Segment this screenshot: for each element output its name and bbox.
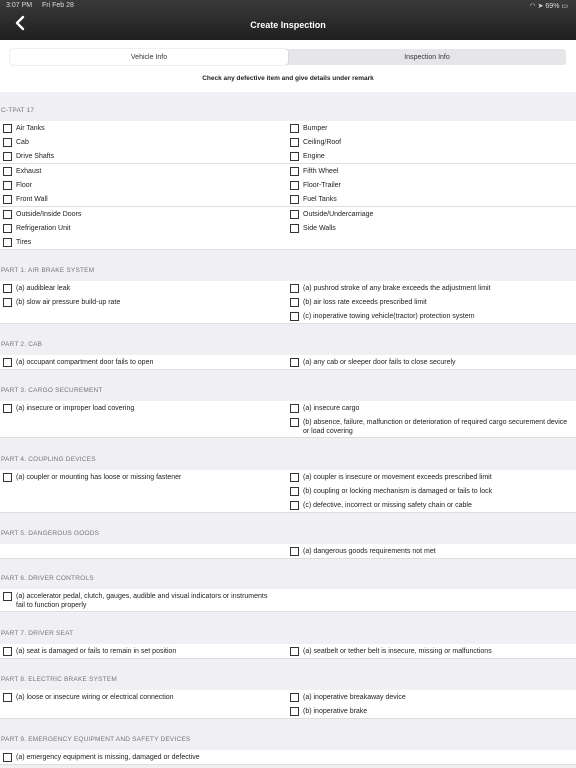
checkbox[interactable] [290, 124, 299, 133]
checkbox[interactable] [3, 124, 12, 133]
checkbox[interactable] [290, 152, 299, 161]
checkbox[interactable] [290, 358, 299, 367]
checkbox[interactable] [3, 224, 12, 233]
checkbox[interactable] [290, 473, 299, 482]
checklist-item[interactable] [3, 473, 273, 482]
checkbox[interactable] [290, 501, 299, 510]
checklist-item[interactable] [290, 547, 570, 556]
checklist-item-label: Bumper [303, 125, 328, 132]
checklist-item-label: Outside/Undercarriage [303, 211, 374, 218]
checklist-item[interactable] [290, 167, 570, 176]
checkbox[interactable] [290, 404, 299, 413]
location-icon: ➤ [537, 3, 544, 10]
checkbox[interactable] [3, 693, 12, 702]
checklist-row [0, 690, 576, 705]
checklist-item-label: Fifth Wheel [303, 168, 339, 175]
checklist-row [0, 644, 576, 659]
checklist-item[interactable] [3, 358, 273, 367]
checklist-item[interactable] [290, 707, 570, 716]
checklist-item[interactable] [3, 404, 273, 413]
checkbox[interactable] [3, 298, 12, 307]
checklist-item-label: Fuel Tanks [303, 196, 337, 203]
checklist-item-label: (a) loose or insecure wiring or electrical connection [16, 694, 174, 701]
checkbox[interactable] [290, 284, 299, 293]
status-bar [6, 2, 82, 9]
checklist-item-label: Front Wall [16, 196, 48, 203]
checklist-item[interactable] [290, 195, 570, 204]
checklist-item[interactable] [290, 138, 570, 147]
checklist-item[interactable] [3, 284, 273, 293]
checklist-item[interactable] [3, 152, 273, 161]
checklist-item-label: (a) accelerator pedal, clutch, gauges, audible and visual indicators or instruments fail to function properly [16, 593, 268, 609]
checklist-item[interactable] [3, 167, 273, 176]
checkbox[interactable] [290, 707, 299, 716]
checklist-item-label: (b) coupling or locking mechanism is damaged or fails to lock [303, 488, 493, 495]
checklist-item[interactable] [3, 592, 273, 610]
checklist-row [0, 484, 576, 499]
checklist-item[interactable] [290, 487, 570, 496]
status-right [530, 2, 568, 10]
checkbox[interactable] [290, 312, 299, 321]
checklist-item-label: (a) dangerous goods requirements not met [303, 548, 436, 555]
checklist-item-label: Exhaust [16, 168, 42, 175]
checklist-item-label: (a) occupant compartment door fails to open [16, 359, 154, 366]
checklist-item-label: (a) seatbelt or tether belt is insecure, missing or malfunctions [303, 648, 492, 655]
checkbox[interactable] [3, 181, 12, 190]
checklist-item[interactable] [290, 647, 570, 656]
checklist-item-label: (a) emergency equipment is missing, damaged or defective [16, 754, 200, 761]
checklist-row [0, 221, 576, 236]
checklist-item[interactable] [290, 298, 570, 307]
checklist-row [0, 355, 576, 370]
checkbox[interactable] [290, 210, 299, 219]
checklist-item[interactable] [3, 138, 273, 147]
checkbox[interactable] [3, 167, 12, 176]
checklist-row [0, 544, 576, 559]
section-title: PART 6. DRIVER CONTROLS [1, 575, 94, 582]
checklist-item-label: (a) coupler is insecure or movement exceeds prescribed limit [303, 474, 492, 481]
checkbox[interactable] [290, 224, 299, 233]
section-title: PART 1. AIR BRAKE SYSTEM [1, 267, 95, 274]
checklist-item-label: (a) insecure cargo [303, 405, 360, 412]
checklist-item[interactable] [3, 195, 273, 204]
checkbox[interactable] [3, 284, 12, 293]
checklist-item[interactable] [3, 181, 273, 190]
checklist-item[interactable] [290, 224, 570, 233]
checkbox[interactable] [3, 473, 12, 482]
section-title: PART 4. COUPLING DEVICES [1, 456, 96, 463]
checklist-item-label: (b) air loss rate exceeds prescribed limit [303, 299, 427, 306]
form-content [0, 40, 576, 768]
nav-bar [0, 0, 576, 40]
checklist-item-label: (a) coupler or mounting has loose or missing fastener [16, 474, 182, 481]
checklist-item-label: (a) insecure or improper load covering [16, 405, 135, 412]
checklist-item[interactable] [3, 124, 273, 133]
checklist-item[interactable] [290, 693, 570, 702]
checklist-item-label: (b) inoperative brake [303, 708, 368, 715]
checklist-row [0, 281, 576, 296]
checklist-item[interactable] [290, 501, 570, 510]
checkbox[interactable] [3, 152, 12, 161]
checklist-item[interactable] [290, 418, 570, 436]
checklist-row [0, 178, 576, 193]
checkbox[interactable] [3, 195, 12, 204]
checklist-row [0, 207, 576, 222]
page-title: Create Inspection [250, 20, 326, 30]
checklist-row [0, 470, 576, 485]
checklist-item-label: Engine [303, 153, 325, 160]
section-title: PART 8. ELECTRIC BRAKE SYSTEM [1, 676, 117, 683]
checklist-item-label: Cab [16, 139, 29, 146]
checklist-row [0, 192, 576, 207]
checklist-item-label: (b) slow air pressure build-up rate [16, 299, 121, 306]
instruction-text: Check any defective item and give details under remark [0, 72, 576, 92]
checklist-item-label: (c) defective, incorrect or missing safety chain or cable [303, 502, 472, 509]
checkbox[interactable] [3, 592, 12, 601]
checkbox[interactable] [3, 647, 12, 656]
checklist-item[interactable] [3, 298, 273, 307]
battery-level: 69% [545, 3, 560, 10]
checklist-row [0, 704, 576, 719]
checklist-row [0, 415, 576, 438]
checkbox[interactable] [290, 487, 299, 496]
checkbox[interactable] [290, 138, 299, 147]
checklist-item[interactable] [290, 124, 570, 133]
checklist-item[interactable] [290, 181, 570, 190]
checklist-row [0, 309, 576, 324]
checkbox[interactable] [3, 358, 12, 367]
checklist-item-label: (a) inoperative breakaway device [303, 694, 406, 701]
checklist-item[interactable] [3, 238, 273, 247]
status-time: 3:07 PM [6, 2, 33, 9]
segmented-control [10, 49, 566, 65]
checkbox[interactable] [290, 195, 299, 204]
battery-icon: ▭ [561, 3, 568, 10]
status-date: Fri Feb 28 [42, 2, 74, 9]
section-title: PART 7. DRIVER SEAT [1, 630, 74, 637]
checkbox[interactable] [3, 238, 12, 247]
checklist-item-label: Side Walls [303, 225, 336, 232]
checklist-item-label: (a) seat is damaged or fails to remain in set position [16, 648, 177, 655]
checkbox[interactable] [290, 418, 299, 427]
checkbox[interactable] [290, 693, 299, 702]
checklist-row [0, 401, 576, 416]
checklist-item[interactable] [3, 753, 273, 762]
checkbox[interactable] [3, 753, 12, 762]
wifi-icon: ◠ [529, 3, 536, 10]
section-title: C-TPAT 17 [1, 107, 35, 114]
checklist-row [0, 750, 576, 765]
checkbox[interactable] [290, 181, 299, 190]
checklist-item-label: (a) pushrod stroke of any brake exceeds the adjustment limit [303, 285, 491, 292]
checklist-item[interactable] [290, 284, 570, 293]
checklist-item-label: Refrigeration Unit [16, 225, 71, 232]
checklist-item-label: Outside/Inside Doors [16, 211, 82, 218]
section-title: PART 5. DANGEROUS GOODS [1, 530, 100, 537]
checkbox[interactable] [290, 298, 299, 307]
checkbox[interactable] [290, 167, 299, 176]
checklist-item[interactable] [3, 224, 273, 233]
checklist-item-label: (b) absence, failure, malfunction or deterioration of required cargo securement device or load covering [303, 419, 568, 435]
checklist-item-label: (a) any cab or sleeper door fails to close securely [303, 359, 456, 366]
checklist-item-label: (a) audiblear leak [16, 285, 71, 292]
checklist-row [0, 235, 576, 250]
checklist-item[interactable] [3, 210, 273, 219]
checklist-row [0, 589, 576, 612]
segment-bar [0, 40, 576, 72]
checklist-item-label: (c) inoperative towing vehicle(tractor) protection system [303, 313, 475, 320]
checklist-row [0, 149, 576, 164]
tab-vehicle-info[interactable]: Vehicle Info [10, 49, 288, 65]
checklist-item[interactable] [3, 647, 273, 656]
checkbox[interactable] [290, 647, 299, 656]
checklist-item-label: Floor-Trailer [303, 182, 341, 189]
checkbox[interactable] [3, 210, 12, 219]
tab-inspection-info[interactable]: Inspection Info [404, 53, 450, 61]
checklist-item[interactable] [290, 404, 570, 413]
checklist-row [0, 121, 576, 136]
section-title: PART 9. EMERGENCY EQUIPMENT AND SAFETY DEVICES [1, 736, 191, 743]
checklist-row [0, 295, 576, 310]
checklist-item[interactable] [290, 152, 570, 161]
checklist-item-label: Ceiling/Roof [303, 139, 342, 146]
checklist-item-label: Drive Shafts [16, 153, 55, 160]
checklist-item-label: Floor [16, 182, 32, 189]
checklist-row [0, 135, 576, 150]
checklist-item[interactable] [290, 210, 570, 219]
section-title: PART 2. CAB [1, 341, 43, 348]
checklist-row [0, 164, 576, 179]
checklist-item[interactable] [290, 312, 570, 321]
checklist-item-label: Air Tanks [16, 125, 45, 132]
checklist-item-label: Tires [16, 239, 32, 246]
checkbox[interactable] [3, 404, 12, 413]
checklist-item[interactable] [290, 358, 570, 367]
checklist-item[interactable] [3, 693, 273, 702]
checklist-item[interactable] [290, 473, 570, 482]
checklist-row [0, 498, 576, 513]
checkbox[interactable] [290, 547, 299, 556]
section-title: PART 3. CARGO SECUREMENT [1, 387, 103, 394]
checkbox[interactable] [3, 138, 12, 147]
